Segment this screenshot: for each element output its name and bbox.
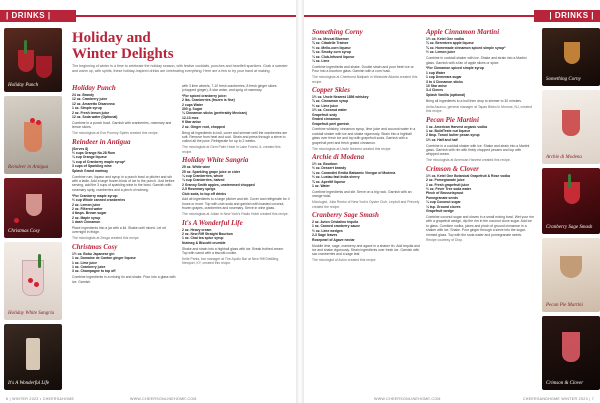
ingredient: ¼ cup Cranberries, halved	[182, 178, 225, 183]
ingredient: 2 oz. Lemon juice	[72, 202, 101, 207]
ingredient: 2-5 Rosemary sprigs	[182, 187, 216, 192]
cranberry-icon	[34, 282, 39, 287]
cranberry-icon	[30, 118, 35, 123]
website-right: WWW.CHEERSONLINEHOME.COM	[374, 397, 441, 401]
ingredient: ¼ oz. Club-Infused liqueur	[312, 54, 355, 59]
ingredient: 1 oz. Cranberry juice	[72, 265, 106, 269]
sub-recipe-title: *For Cranberry maple syrup:	[72, 193, 118, 198]
ingredient: 2 oz. Filtered water	[72, 206, 103, 211]
photo-reindeer-in-antigua	[4, 96, 62, 174]
ingredient: ½ oz. Lime juice	[312, 103, 339, 108]
ingredient: 1 oz. Chai tea spice syrup	[182, 236, 224, 241]
ingredient: 1½ oz. Bobu Japanese gin	[72, 251, 115, 256]
left-page	[0, 0, 296, 403]
ingredient: ¼ cup Coconut sugar	[426, 200, 461, 205]
ingredient: 1 oz. BuildTeste nut liqueur	[426, 128, 471, 133]
photo-holiday-white-sangria	[4, 242, 62, 320]
photo-caption: Something Corny	[546, 77, 581, 82]
recipe-title: Something Corny	[312, 28, 363, 36]
recipe-its-a-wonderful-life	[182, 219, 290, 266]
page-number-left: 6 | WINTER 2023 • CHEERS&HOME	[6, 397, 75, 401]
glass-icon	[562, 110, 580, 136]
recipe-method: Place ingredients into a jar with a lid. Shake until mixed. Let sit overnight in fridge.	[72, 226, 166, 235]
ingredient: 1 oz. American Harvest organic vodka	[426, 124, 488, 129]
recipe-pecan-pie-martini	[426, 116, 534, 163]
recipe-credit: The mixologists at Cheeburst Ballpark in Westside Atlanta created this recipe.	[312, 75, 418, 84]
photo-cranberry-sage-smash	[542, 168, 600, 234]
photo-caption: Crimson & Clover	[546, 381, 584, 386]
ingredient: 12 oz. Cranberry juice	[72, 97, 108, 102]
recipe-credit: The mixologists at Uncle Nearest created this recipe.	[312, 146, 392, 151]
photo-its-a-wonderful-life	[4, 324, 62, 390]
recipe-credit: The mixologists at Gem Palm Hotel in Lake Forest, IL created this recipe.	[182, 145, 281, 154]
recipe-method: Combine in a punch bowl. Garnish with cranberries, rosemary and lemon slices.	[72, 120, 172, 130]
ingredient: 1 oz. Canned cranberry sauce	[312, 224, 361, 229]
recipe-title: Reindeer in Antigua	[72, 137, 131, 146]
ingredient: 24 oz. Brandy	[72, 93, 95, 97]
ingredient: ½ oz. Fever Tree soda water	[426, 186, 472, 191]
ingredient: 12-13 mcs	[182, 115, 199, 120]
recipe-title: Crimson & Clover	[426, 164, 479, 173]
ingredient: ¼ cup Orange liqueur	[72, 155, 107, 160]
ingredient: Nutmeg & Biscotti crumble	[182, 240, 226, 245]
photo-something-corny	[542, 28, 600, 86]
recipe-credit: The mixologists at Eve Pommy Spirits created this recipe.	[72, 131, 159, 136]
recipe-method: Combine ingredients in a mixing tin and shake. Pour into a glass with ice. Garnish.	[72, 275, 176, 284]
ingredient: 1 oz. Simple syrup	[72, 106, 102, 111]
recipe-holiday-punch-continued	[182, 84, 290, 155]
left-photo-strip	[0, 24, 66, 394]
ingredient: Rosepearl of Agave nectar	[312, 237, 355, 242]
recipe-holiday-white-sangria	[182, 156, 290, 216]
photo-archie-di-modena	[542, 90, 600, 164]
left-recipes-column-1	[72, 82, 176, 286]
ingredient: ¼ Cinnamon sticks (preferably Mexican)	[182, 111, 247, 116]
section-label-right: | DRINKS |	[534, 10, 600, 22]
recipe-credit: The mixologists at American Harvest created this recipe.	[426, 158, 511, 163]
photo-caption: It's A Wonderful Life	[8, 381, 50, 386]
ingredient: 300 g. Sugar	[182, 107, 203, 112]
ingredient: ½ cups Orange No.28 Rum	[72, 151, 116, 156]
ingredient: 1½ oz. Half and half	[426, 137, 458, 142]
page-gutter	[296, 0, 304, 403]
ingredient: (Serves 8)	[72, 146, 89, 151]
recipe-method: Muddle lime, sage, cranberry and agave in a shaker tin. Add tequila and ice and shake vigorously. Strain ingredients over fresh ice. Garnish with sac cranberries and a sage leaf.	[312, 243, 420, 257]
ingredient: 2 oz. Fresh lemon juice	[72, 110, 110, 115]
sage-leaf-icon	[568, 174, 571, 188]
recipe-title: Christmas Cosy	[72, 242, 118, 251]
ingredient: 2 oz. Pomegranate juice	[426, 178, 465, 183]
ingredient: Pomegranate seeds	[426, 195, 459, 200]
ingredient: 12 oz. Soda water (Optional)	[72, 115, 118, 120]
ingredient: 1 oz. Domaine de Canton ginger liqueur	[72, 256, 136, 261]
header-rule-right	[304, 15, 534, 17]
header-rule-left	[76, 15, 296, 17]
recipe-archie-di-modena	[312, 153, 420, 209]
recipe-title: Apple Cinnamon Martini	[426, 28, 500, 36]
page-title	[72, 30, 174, 62]
recipe-method: Combine ingredients and shake. Double strain and pour fresh ice or. Pour into a bourbon glass. Garnish with a corn husk.	[312, 64, 415, 74]
glass-icon	[564, 182, 580, 204]
recipe-cranberry-sage-smash	[312, 211, 420, 263]
photo-caption: Holiday White Sangria	[8, 311, 55, 316]
recipe-method: Bring all ingredients to boil, cover and simmer until the cranberries are soft. Remove from heat and cool. Strain and press through a sieve to collect all the juice. Refrigerate for up to 2 weeks.	[182, 130, 288, 144]
ingredient: 1½ oz. Ketel One Botanical Grapefruit & Rose vodka	[426, 173, 511, 178]
recipe-apple-cinnamon-martini	[426, 28, 534, 114]
recipe-christmas-cosy	[72, 243, 176, 284]
recipe-credit: Recipe courtesy of Diop.	[426, 238, 463, 243]
sub-recipe-title: *For Cinnamon spiced simple syrup	[426, 66, 484, 71]
ingredient: 2 oz. Maple syrup	[72, 215, 101, 220]
ingredient: 1½ oz. Mezcal Bluemer	[312, 37, 349, 41]
ingredient: ¾ oz. Homemade cinnamon spiced simple syrup*	[426, 45, 506, 50]
right-photo-strip	[538, 24, 600, 394]
recipe-something-corny	[312, 28, 420, 84]
glass-icon	[24, 122, 42, 152]
ingredient: 2 Granny Smith apples, unstemmed chopped	[182, 182, 255, 187]
photo-holiday-punch	[4, 28, 62, 92]
recipe-method: Combine in a cocktail shaker with ice. Shake and strain into a Martini glass. Garnish with rim with finely chopped pecans and top with whipped cream.	[426, 143, 530, 157]
ingredient: 2 oz. Ginger root, chopped	[182, 124, 225, 129]
recipe-title: Copper Skies	[312, 86, 350, 95]
recipe-credit: The mixologists at Zenga created this recipe.	[72, 236, 140, 241]
right-recipes-column-1	[312, 26, 420, 264]
photo-crimson-and-clover	[542, 316, 600, 390]
recipe-copper-skies	[312, 86, 420, 151]
glass-icon	[26, 194, 42, 216]
ingredient: Grapefruit peel garnish	[312, 121, 350, 126]
ingredient: Grapefruit sedy	[312, 112, 338, 117]
glass-icon	[26, 338, 40, 370]
ingredient: 3 cups of Sparkling wine	[72, 164, 112, 169]
recipe-credit: The mixologist of Avion created this recipe.	[312, 258, 377, 263]
website-left: WWW.CHEERSONLINEHOME.COM	[130, 397, 197, 401]
cranberry-icon	[14, 218, 19, 223]
left-recipes-column-2	[182, 82, 290, 267]
glass-icon	[36, 56, 52, 78]
recipe-method: Combine rum, liqueur and syrup in a punch bowl or pitcher and stir with a ladle. Add a large frozen block of ice to the punch. Just before serving, add the 3 cups of sparkling wine to the bowl. Garnish with rosemary sprig, cranberries and a pinch of nutmeg.	[72, 174, 175, 192]
ingredient: ¾ oz. Cinnamon syrup	[312, 99, 349, 104]
glass-icon	[562, 332, 580, 362]
ingredient: ½ oz. Lime wedges	[312, 228, 343, 233]
ingredient: 3 to 4 Cinnamon sticks	[426, 79, 463, 84]
recipe-title: Holiday Punch	[72, 84, 116, 92]
ingredient: ½ oz. Mello-corn liqueur	[312, 45, 351, 50]
ingredient: 1 oz. Lime juice	[72, 260, 98, 265]
ingredient: 1 dash Cinnamon	[72, 220, 101, 225]
recipe-method: Add all ingredients to a large pitcher and stir. Cover and refrigerate for 4 hours or more. Top with club soda and garnish with toasted coconut, frozen grapes, cranberries and rosemary. Serve in wine glass.	[182, 197, 290, 211]
recipe-credit: Anita Asuncu, general manager at Tapas Bistro in Monroe, NJ, created this recipe.	[426, 104, 532, 114]
ingredient: 2 lbs. Cranberries (frozen is fine)	[182, 98, 235, 103]
ingredient: 1½ oz. Ketel One vodka	[426, 37, 464, 41]
recipe-holiday-punch	[72, 84, 176, 136]
ingredient: 1 cup Water	[426, 70, 446, 75]
ingredient: ¾ oz. Aperitif liqueur	[312, 179, 346, 184]
ingredient: 1½ oz. Coconut water	[312, 108, 347, 113]
recipe-method: Combine coconut sugar and cloves in a small mixing bowl. Wet your rim with a grapefruit wedge, dip the rim in the coconut clove sugar. Add ice to glass. Combine vodka, juices and pinch of ground cinnamon in a shaker with ice. Shake. Pour ginger through a sieve into the sugar-rimmed glass. Top with the soda water and pomegranate seeds.	[426, 214, 534, 237]
ingredient: 9 Star anise	[182, 120, 202, 125]
ingredient: 2 tbsp. Toruni butter pecan syrup	[426, 133, 480, 138]
recipe-credit: Mixologist, Julia Renko of New York's Oyster Club, Leydolt and Princely created the recipe.	[312, 200, 420, 209]
cranberry-icon	[36, 120, 41, 125]
photo-caption: Christmas Cosy	[8, 229, 40, 234]
ingredient: 25 oz. White wine	[182, 165, 211, 170]
ingredient: 1½ oz. Bourbon	[312, 161, 338, 166]
intro-paragraph: The beginning of winter is a time to celebrate the holiday season, with festive cocktails, punches and heartfelt sparklers. Grab a sweater and warm up, with spirits, these holiday-inspired drinks are celebrating everything. Here are a few to try your hand at making.	[72, 64, 288, 73]
recipe-method: Bring all ingredients to a boil then drop to simmer to 30 minutes.	[426, 98, 522, 103]
ingredient: ¼ cup of Cranberry maple syrup*	[72, 159, 126, 164]
ingredient: 4 tbsps. Brown sugar	[72, 211, 107, 216]
ingredient: 2-3 Sage leaves	[312, 233, 338, 238]
recipe-method: Combine in cocktail shaker with ice. Shake and strain into a Martini glass. Garnish with a fan of apple slices or spice.	[426, 56, 527, 65]
recipe-method: with 3 lime wheels, 7-10 fresh cranberries, 8 fresh ginger slices (chopped ginger), 8 star anise, and sprig of rosemary.	[182, 83, 277, 92]
recipe-method: Shake and strain into a highball glass with ice. Break frothed cream. Top with carrot with a biscotti cookie.	[182, 246, 284, 256]
photo-caption: Reindeer in Antigua	[8, 165, 49, 170]
rosemary-icon	[24, 40, 27, 54]
page-title-line-2: Winter Delights	[72, 46, 174, 62]
rosemary-icon	[38, 254, 41, 268]
photo-caption: Holiday Punch	[8, 83, 39, 88]
recipe-title: Cranberry Sage Smash	[312, 211, 379, 219]
recipe-credit: The mixologists at Julian in New York's Radio Hotel created this recipe.	[182, 212, 289, 217]
ingredient: ¼ cup Cranberries, whole	[182, 173, 224, 178]
photo-caption: Cranberry Sage Smash	[546, 225, 593, 230]
recipe-title: Pecan Pie Martini	[426, 115, 479, 124]
ingredient: 3 oz. Champagne to top off	[72, 269, 116, 274]
right-page	[304, 0, 600, 403]
ingredient: Club soda, to top off drinks	[182, 191, 227, 196]
glass-icon	[564, 42, 580, 64]
recipe-credit: Kelle Parks, bar manager at The Apollo Bar at New Riff Distilling, Newport, KY, created this recipe.	[182, 257, 280, 266]
photo-caption: Archie di Modena	[546, 155, 582, 160]
ingredient: ½ cup Whole canned cranberries	[72, 198, 126, 203]
glass-icon	[560, 256, 582, 278]
recipe-title: Archie di Modena	[312, 152, 365, 161]
section-label-left: | DRINKS |	[0, 10, 76, 22]
ingredient: Splash Vanilla (optional)	[426, 92, 466, 97]
page-number-right: CHEERSANDHOME WINTER 2023 | 7	[522, 397, 594, 401]
ingredient: 2 oz. Heavy cream	[182, 227, 212, 232]
sub-recipe-title: *For spiced cranberry juice:	[182, 93, 227, 98]
page-title-line-1: Holiday and	[72, 30, 151, 46]
recipe-title: It's A Wonderful Life	[182, 218, 243, 227]
ingredient: 1 oz. Fresh grapefruit juice	[426, 182, 470, 187]
ingredient: 12 oz. Amaretto Disaronno	[72, 101, 115, 106]
ingredient: ½ oz. Lustau fast India sherry	[312, 175, 360, 180]
ingredient: ¾ oz. Berentzen apple liqueur	[426, 41, 474, 46]
ingredient: Splash Grand marinay	[72, 168, 108, 173]
ingredient: 25 oz. Sparkling grape juice or cider	[182, 169, 241, 174]
ingredient: ¼ oz. Lime	[312, 59, 330, 64]
recipe-method: Combine whiskey, cinnamon syrup, lime juice and coconut water in a cocktail shaker with ice and shake vigorously. Strain into a highball glass over fresh ice and top with grapefruit soda. Garnish with a grapefruit peel and fresh grated cinnamon.	[312, 127, 416, 145]
ingredient: 1 oz. Water	[312, 183, 330, 188]
cranberry-icon	[28, 278, 33, 283]
ingredient: Pinch of Brusselsprout	[426, 191, 464, 196]
ingredient: 1 cup Demerara sugar	[426, 75, 462, 80]
ingredient: ½ oz. Lemon juice	[426, 50, 456, 55]
ingredient: 1½ oz. Uncle Nearest 1856 whiskey	[312, 95, 369, 100]
recipe-method: Combine ingredients and stir. Serve on a big rock. Garnish with an orange twist.	[312, 189, 412, 199]
ingredient: 3-4 Cloves	[426, 88, 443, 93]
ingredient: ¾ oz. Citadelle Trainee	[312, 41, 349, 46]
recipe-reindeer-in-antigua	[72, 138, 176, 241]
photo-caption: Pecan Pie Martini	[546, 303, 583, 308]
photo-christmas-cosy	[4, 178, 62, 238]
ingredient: ½ oz. Dessert brandy	[312, 166, 347, 171]
recipe-crimson-and-clover	[426, 165, 534, 243]
recipe-title: Holiday White Sangria	[182, 156, 249, 165]
ingredient: 2 cups Water	[182, 102, 203, 107]
ingredient: 10 Star anise	[426, 84, 447, 89]
ingredient: ¾ oz. Smoky corn syrup	[312, 50, 352, 55]
photo-pecan-pie-martini	[542, 238, 600, 312]
ingredient: 2 oz. Avion Cristalino tequila	[312, 220, 359, 224]
ingredient: 2 oz. New Riff Straight Bourbon	[182, 231, 233, 236]
ingredient: Grated cinnamon	[312, 117, 340, 122]
ingredient: ¼ tsp. Ground cloves	[426, 204, 461, 209]
ingredient: Grapefruit wedge	[426, 209, 454, 213]
right-recipes-column-2	[426, 26, 534, 244]
ingredient: ¼ oz. Corandini Emilia Balsamic Vinegar of Modena	[312, 170, 396, 175]
